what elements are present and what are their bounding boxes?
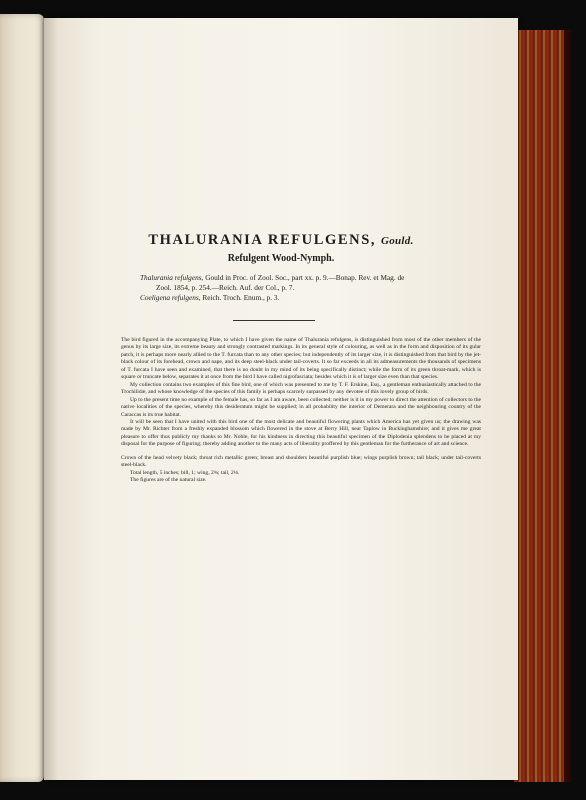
common-name: Refulgent Wood-Nymph. xyxy=(227,253,335,264)
paragraph: The bird figured in the accompanying Plate, to which I have given the name of Thalurania refulgens, is distinguished from most of the other members of the genus by its large size, its extreme beauty and strongly contrasted markings. In its general style of colouring, as well as in the form and disposition of its gular patch, it is perhaps more nearly allied to the T. furcata than to any other species; but independently of its larger size, it is distinguished from that bird by the jet-black colour of its forehead, crown and nape, and its deep steel-black under tail-coverts. It so far exceeds in all its admeasurements the thousands of specimens of T. furcata I have seen and examined, that there is no doubt in my mind of its being specifically distinct; while the form of its green throat-mark, which is square or truncate below, separates it at once from the bird I have called nigrofasciata; besides which it is of larger size even than that species. xyxy=(121,337,481,381)
species-title xyxy=(44,232,518,249)
synonym-line: Coeligena refulgens, Reich. Troch. Enum., p. 3. xyxy=(140,293,280,303)
species-author: Gould. xyxy=(380,235,414,247)
page-content xyxy=(44,18,518,780)
synonymy-block xyxy=(140,273,440,304)
paragraph: It will be seen that I have united with this bird one of the most delicate and beautiful flowering plants which America has yet given us; the drawing was made by Mr. Richter from a freshly expanded blossom which flowered in the stove at Berry Hill, near Taplow in Buckinghamshire; and it gives me great pleasure to offer thus publicly my thanks to Mr. Noble, for his kindness in directing this beautiful specimen of the Diplodenia splendens to be placed at my disposal for the purpose of figuring; thereby adding another to the many acts of liberality proffered by this gentleman for the furtherance of art and science. xyxy=(121,418,481,448)
description-paragraph: Crown of the head velvety black; throat rich metallic green; breast and shoulders beautiful purplish blue; wings purplish brown; tail black; under tail-coverts steel-black. xyxy=(121,454,481,469)
synonym-line: Thalurania refulgens, Gould in Proc. of Zool. Soc., part xx. p. 9.—Bonap. Rev. et Mag. de xyxy=(140,273,405,282)
page xyxy=(44,18,518,780)
gilt-page-edges xyxy=(514,30,572,782)
paragraph: My collection contains two examples of this fine bird, one of which was presented to me by T. F. Erskine, Esq., a gentleman enthusiastically attached to the Trochilidæ, and whose knowledge of the species of this family is perhaps scarcely surpassed by any devotee of this lovely group of birds. xyxy=(121,381,481,396)
body-text xyxy=(121,337,481,485)
species-name: THALURANIA REFULGENS, xyxy=(148,232,377,248)
left-page-edge xyxy=(0,14,44,782)
synonym-line: Zool. 1854, p. 254.—Reich. Auf. der Col., p. 7. xyxy=(156,283,295,293)
figures-note: The figures are of the natural size. xyxy=(130,477,207,484)
measurements-line: Total length, 5 inches; bill, 1; wing, 2¾; tail, 2⅛. xyxy=(130,469,240,476)
paragraph: Up to the present time no example of the female has, so far as I am aware, been collected; neither is it in my power to direct the attention of collectors to the native localities of the species, whereby this desideratum might be supplied; in all probability the interior of Demerara and the neighbouring country of the Caraccas is its true habitat. xyxy=(121,396,481,418)
divider-rule xyxy=(233,320,315,321)
